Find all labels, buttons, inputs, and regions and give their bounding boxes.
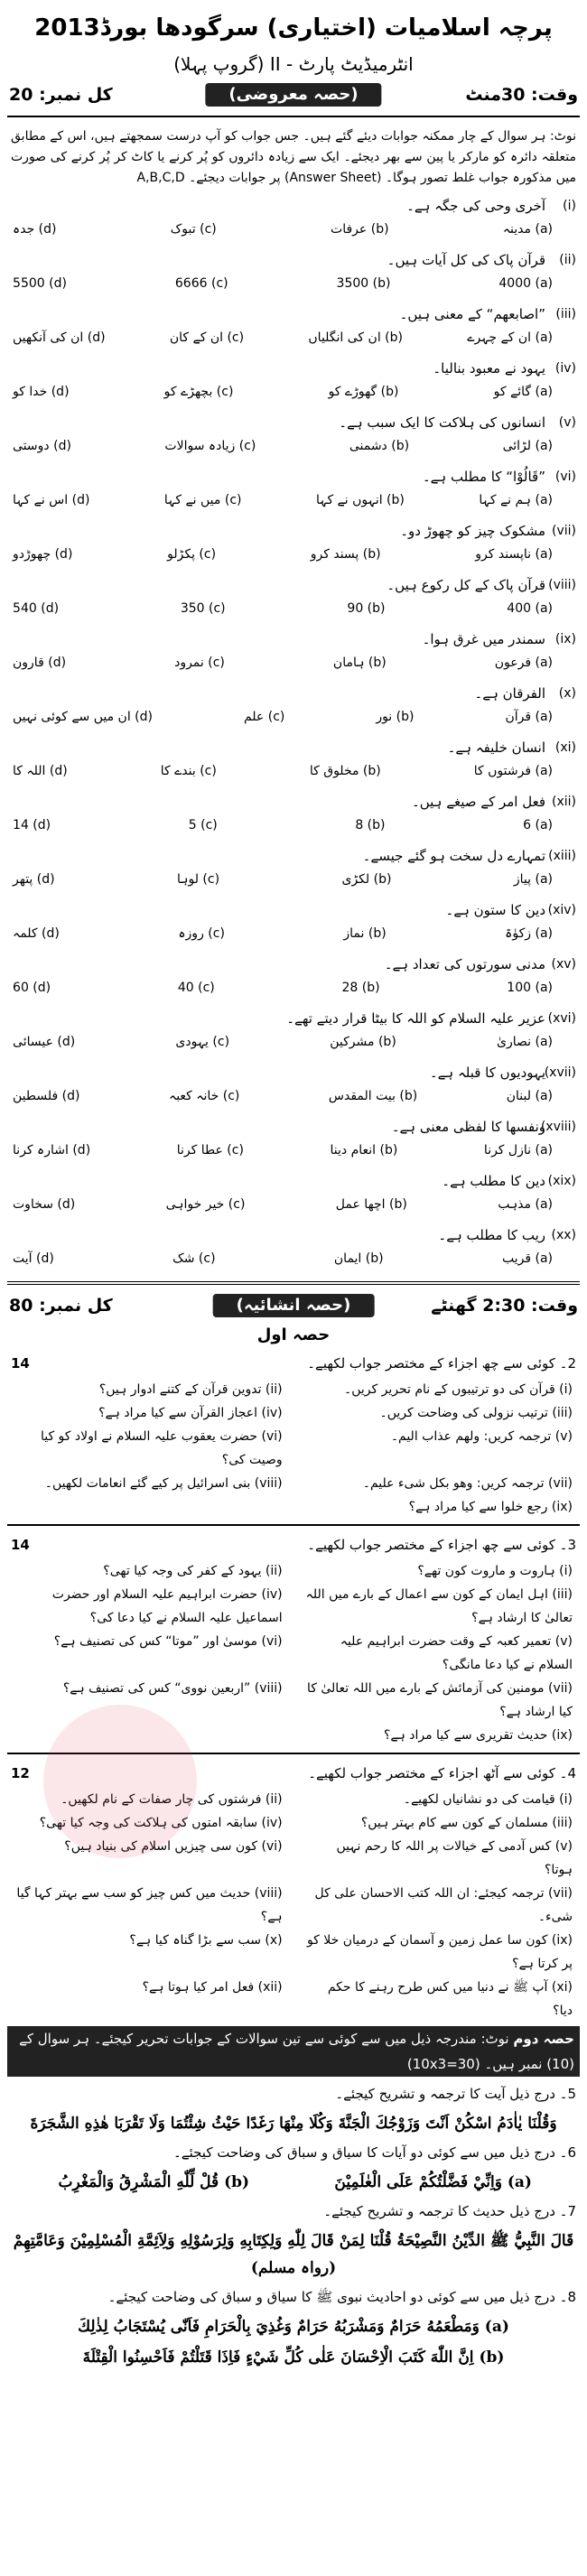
q3-heading: 3۔ کوئی سے چھ اجزاء کے مختصر جواب لکھیے۔ (307, 1537, 576, 1553)
mcq-number: (xiii) (548, 849, 576, 863)
mcq-question (7, 626, 580, 680)
mcq-stem: تمہارے دل سخت ہو گئے جیسے۔ (362, 848, 545, 864)
mcq-question (7, 517, 580, 572)
q8-option-b: (b) اِنَّ اللّٰهَ كَتَبَ الْاِحْسَانَ عَلٰى كُلِّ شَيْءٍ فَاِذَا قَتَلْتُمْ فَاَحْسِنُوا الْقِتْلَةَ (82, 2348, 505, 2367)
mcq-stem: آخری وحی کی جگہ ہے۔ (406, 198, 545, 214)
short-question: (vii) ترجمہ کریں: وھو بکل شیء علیم۔ (362, 1476, 573, 1491)
short-question: (vi) حضرت یعقوب علیہ السلام نے اولاد کو کیا وصیت کی؟ (40, 1429, 283, 1467)
mcq-option: (c) زیادہ سوالات (164, 439, 256, 453)
mcq-option: (c) 350 (180, 601, 226, 616)
mcq-option: (b) 8 (355, 818, 386, 832)
mcq-question (7, 192, 580, 246)
mcq-question (7, 951, 580, 1005)
short-question: (ix) حدیث تقریری سے کیا مراد ہے؟ (383, 1728, 573, 1743)
mcq-option: (d) اشارہ کرنا (13, 1143, 91, 1158)
mcq-stem: فعل امر کے صیغے ہیں۔ (411, 794, 545, 810)
mcq-option: (b) پسند کرو (310, 547, 381, 562)
part-two-banner (7, 2026, 580, 2077)
question-row (7, 1559, 580, 1583)
divider (7, 1281, 580, 1285)
mcq-option: (c) تبوک (170, 222, 217, 237)
q5-arabic-verse: وَقُلْنَا يٰاٰدَمُ اسْكُنْ اَنْتَ وَزَوْجُكَ الْجَنَّةَ وَكُلَا مِنْهَا رَغَدًا حَيْثُ شِئْتُمَا وَلَا تَقْرَبَا هٰذِهِ الشَّجَرَةَ (30, 2115, 557, 2133)
mcq-option: (d) 540 (13, 601, 60, 616)
question-row (7, 1583, 580, 1630)
divider (7, 116, 580, 117)
q3-marks: 14 (11, 1537, 30, 1553)
short-question: (iv) سابقہ امتوں کی ہلاکت کی وجہ کیا تھی؟ (39, 1816, 283, 1830)
mcq-option: (d) ان میں سے کوئی نہیں (13, 710, 154, 724)
mcq-option: (b) اچھا عمل (335, 1197, 407, 1212)
question-8 (7, 2283, 580, 2373)
mcq-option: (d) فلسطین (13, 1089, 80, 1103)
mcq-option: (a) فرعون (494, 656, 553, 670)
mcq-option: (b) 3500 (336, 276, 391, 291)
subjective-section-label: (حصہ انشائیہ) (213, 1294, 375, 1317)
mcq-option: (b) انہوں نے کہا (315, 493, 405, 507)
mcq-option: (b) نور (376, 710, 415, 724)
mcq-option: (a) 4000 (498, 276, 553, 291)
mcq-option: (b) بیت المقدس (328, 1089, 418, 1103)
question-row (7, 1425, 580, 1472)
mcq-option: (a) 6 (523, 818, 553, 832)
question-row (7, 1401, 580, 1425)
mcq-option: (d) عیسائی (13, 1035, 76, 1049)
mcq-option: (c) بندے کا (160, 764, 217, 778)
mcq-option: (b) دشمنی (349, 439, 410, 453)
mcq-stem: قرآن پاک کے کل رکوع ہیں۔ (387, 577, 545, 593)
short-question: (ix) رجع خلوا سے کیا مراد ہے؟ (408, 1500, 573, 1514)
mcq-option: (c) علم (243, 710, 285, 724)
mcq-option: (a) زکوٰۃ (505, 926, 553, 941)
mcq-option: (d) جدہ (13, 222, 57, 237)
mcq-option: (a) پیاز (513, 872, 553, 887)
mcq-number: (xx) (551, 1228, 576, 1242)
mcq-number: (ii) (559, 253, 576, 267)
mcq-option: (b) نماز (343, 926, 387, 941)
mcq-question (7, 409, 580, 463)
q6-option-b: (b) قُلْ لِّلّٰهِ الْمَشْرِقُ وَالْمَغْرِبُ (58, 2173, 250, 2191)
objective-section-label: (حصہ معروضی) (205, 83, 381, 107)
mcq-stem: ریب کا مطلب ہے۔ (438, 1227, 545, 1243)
short-question: (ii) تدوین قرآن کے کتنے ادوار ہیں؟ (98, 1382, 283, 1397)
objective-time: وقت: 30منٹ (465, 85, 578, 105)
mcq-question (7, 1005, 580, 1059)
mcq-option: (d) اللہ کا (13, 764, 68, 778)
mcq-stem: ونفسھا کا لفظی معنی ہے۔ (391, 1119, 545, 1135)
part-one-heading: حصہ اول (256, 1325, 331, 1344)
mcq-option: (d) قارون (13, 656, 67, 670)
short-question: (i) ہاروت و ماروت کون تھے؟ (417, 1564, 573, 1578)
short-question: (i) قرآن کی دو ترتیبوں کے نام تحریر کریں۔ (344, 1382, 573, 1397)
mcq-option: (a) فرشتوں کا (473, 764, 553, 778)
mcq-number: (iv) (554, 361, 576, 376)
q7-heading: 7۔ درج ذیل حدیث کا ترجمہ و تشریح کیجئے۔ (323, 2203, 576, 2219)
question-row (7, 1495, 580, 1519)
mcq-option: (c) خانہ کعبہ (168, 1089, 240, 1103)
mcq-list (7, 192, 580, 1276)
mcq-question (7, 1222, 580, 1276)
divider (7, 1524, 580, 1526)
mcq-stem: الفرقان ہے۔ (474, 685, 545, 702)
mcq-option: (d) ان کی آنکھیں (13, 330, 106, 345)
mcq-option: (c) نمرود (174, 656, 225, 670)
mcq-stem: ”قَالُوْا“ کا مطلب ہے۔ (422, 469, 545, 485)
objective-marks: کل نمبر: 20 (9, 85, 113, 105)
question-row (7, 1929, 580, 1976)
q8-heading: 8۔ درج ذیل میں سے کوئی دو احادیث نبوی ﷺ کا سیاق و سباق کی وضاحت کیجئے۔ (107, 2289, 576, 2305)
paper-title: پرچہ اسلامیات (اختیاری) سرگودھا بورڈ2013 (34, 14, 553, 42)
mcq-question (7, 1113, 580, 1167)
q5-heading: 5۔ درج ذیل آیت کا ترجمہ و تشریح کیجئے۔ (335, 2086, 576, 2102)
mcq-question (7, 734, 580, 788)
mcq-number: (vi) (554, 470, 576, 484)
mcq-number: (i) (563, 199, 576, 213)
question-row (7, 1630, 580, 1677)
mcq-option: (b) عرفات (331, 222, 389, 237)
q4-heading: 4۔ کوئی سے آٹھ اجزاء کے مختصر جواب لکھیے۔ (308, 1765, 576, 1781)
q4-marks: 12 (11, 1765, 30, 1781)
mcq-number: (xv) (551, 957, 576, 972)
mcq-option: (d) چھوڑدو (13, 547, 73, 562)
q7-reference: (رواہ مسلم) (250, 2259, 337, 2277)
mcq-option: (d) آیت (13, 1251, 54, 1266)
mcq-number: (xiv) (547, 903, 576, 917)
mcq-option: (d) 14 (13, 818, 51, 832)
question-row (7, 1976, 580, 2023)
question-row (7, 1378, 580, 1401)
part-two-note: نوٹ: مندرجہ ذیل میں سے کوئی سے تین سوالات کے جوابات تحریر کیجئے۔ ہر سوال کے (10) نمبر ہیں۔ (10x3=30) (19, 2031, 574, 2072)
mcq-option: (b) 90 (347, 601, 386, 616)
mcq-question (7, 572, 580, 626)
question-2 (7, 1350, 580, 1519)
mcq-option: (b) گھوڑے کو (328, 385, 399, 399)
mcq-question (7, 788, 580, 842)
mcq-number: (iii) (555, 307, 576, 321)
mcq-option: (a) مذہب (498, 1197, 553, 1212)
mcq-option: (d) کلمہ (13, 926, 60, 941)
short-question: (viii) حدیث میں کس چیز کو سب سے بہتر کہا گیا ہے؟ (16, 1886, 283, 1924)
mcq-option: (a) نازل کرنا (483, 1143, 553, 1158)
q6-option-a: (a) وَاِنِّيْ فَضَّلْتُكُمْ عَلَى الْعٰلَمِيْنَ (334, 2173, 532, 2191)
objective-note: نوٹ: ہر سوال کے چار ممکنہ جوابات دیئے گئے ہیں۔ جس جواب کو آپ درست سمجھتے ہیں، اس کے مطابق متعلقہ دائرہ کو مارکر یا پین سے بھر دیجئے۔ ایک سے زیادہ دائروں کو پُر کرنے یا کاٹ کر پُر کرنے کی صورت میں مذکورہ جواب غلط تصور ہوگا۔ (Answer Sheet) پر جوابات دیجئے۔ A,B,C,D (11, 129, 576, 185)
mcq-option: (c) 40 (177, 981, 215, 995)
short-question: (iii) مسلمان کے کون سے کام بہتر ہیں؟ (360, 1816, 573, 1830)
watermark-logo (43, 1705, 197, 1858)
short-question: (iv) اعجاز القرآن سے کیا مراد ہے؟ (98, 1406, 283, 1420)
mcq-number: (ix) (554, 632, 576, 646)
question-row (7, 1882, 580, 1929)
subjective-marks: کل نمبر: 80 (9, 1296, 113, 1316)
mcq-option: (c) عطا کرنا (176, 1143, 244, 1158)
question-6 (7, 2139, 580, 2198)
mcq-option: (a) 400 (507, 601, 553, 616)
mcq-number: (xix) (547, 1174, 576, 1188)
mcq-number: (xii) (552, 795, 576, 809)
paper-subtitle: انٹرمیڈیٹ پارٹ - II (گروپ پہلا) (173, 53, 414, 75)
q2-items (7, 1378, 580, 1519)
mcq-question (7, 680, 580, 734)
mcq-option: (c) روزہ (178, 926, 225, 941)
mcq-stem: دین کا ستون ہے۔ (445, 902, 545, 918)
question-7 (7, 2198, 580, 2283)
mcq-option: (b) ہامان (332, 656, 387, 670)
mcq-number: (xvii) (544, 1065, 576, 1080)
mcq-question (7, 1167, 580, 1222)
mcq-option: (a) مدینہ (502, 222, 553, 237)
mcq-question (7, 301, 580, 355)
question-row (7, 1472, 580, 1495)
mcq-number: (vii) (552, 524, 576, 538)
part-two-label: حصہ دوم (513, 2031, 574, 2047)
mcq-stem: مدنی سورتوں کی تعداد ہے۔ (384, 956, 545, 972)
objective-header (7, 79, 580, 110)
mcq-question (7, 1059, 580, 1113)
mcq-question (7, 897, 580, 951)
mcq-option: (c) شک (172, 1251, 216, 1266)
short-question: (iv) حضرت ابراہیم علیہ السلام اور حضرت اسماعیل علیہ السلام نے کیا دعا کی؟ (51, 1587, 283, 1625)
q6-heading: 6۔ درج ذیل میں سے کوئی دو آیات کا سیاق و سباق کی وضاحت کیجئے۔ (173, 2144, 576, 2161)
mcq-number: (x) (558, 686, 576, 701)
mcq-option: (a) قریب (501, 1251, 553, 1266)
mcq-option: (d) 60 (13, 981, 51, 995)
mcq-option: (b) ایمان (333, 1251, 384, 1266)
short-question: (iii) ترتیب نزولی کی وضاحت کریں۔ (379, 1406, 573, 1420)
mcq-option: (c) 5 (188, 818, 218, 832)
mcq-option: (c) 6666 (174, 276, 228, 291)
mcq-question (7, 842, 580, 897)
short-question: (v) تعمیر کعبہ کے وقت حضرت ابراہیم علیہ السلام نے کیا دعا مانگی؟ (340, 1634, 573, 1672)
short-question: (v) کس آدمی کے خیالات پر اللہ کا رحم نہیں ہوتا؟ (336, 1839, 573, 1877)
short-question: (xii) فعل امر کیا ہوتا ہے؟ (142, 1980, 283, 1995)
mcq-number: (v) (558, 415, 576, 430)
mcq-stem: عزیر علیہ السلام کو اللہ کا بیٹا قرار دیتے تھے۔ (286, 1010, 545, 1027)
mcq-stem: قرآن پاک کی کل آیات ہیں۔ (387, 252, 545, 268)
mcq-option: (a) گائے کو (493, 385, 553, 399)
mcq-option: (c) یہودی (175, 1035, 230, 1049)
question-5 (7, 2080, 580, 2139)
q7-hadith-text: قَالَ النَّبِيُّ ﷺ الدِّيْنُ النَّصِيْحَةُ قُلْنَا لِمَنْ قَالَ لِلّٰهِ وَلِكِتَابِهِ وَلِرَسُوْلِهِ وَلِاَئِمَّةِ الْمُسْلِمِيْنَ وَعَامَّتِهِمْ (13, 2232, 574, 2250)
mcq-stem: یہود نے معبود بنالیا۔ (433, 360, 545, 377)
mcq-option: (a) لڑائی (502, 439, 553, 453)
exam-paper (7, 7, 580, 2569)
mcq-question (7, 463, 580, 517)
mcq-option: (c) پکڑلو (167, 547, 217, 562)
mcq-number: (xvi) (547, 1011, 576, 1026)
mcq-option: (c) خیر خواہی (165, 1197, 246, 1212)
mcq-number: (xi) (554, 740, 576, 755)
mcq-option: (a) ناپسند کرو (475, 547, 553, 562)
q2-heading: 2۔ کوئی سے چھ اجزاء کے مختصر جواب لکھیے۔ (307, 1355, 576, 1372)
mcq-stem: یہودیوں کا قبلہ ہے۔ (429, 1065, 545, 1081)
mcq-option: (b) 28 (341, 981, 380, 995)
short-question: (xi) آپ ﷺ نے دنیا میں کس طرح رہنے کا حکم دیا؟ (327, 1980, 573, 2018)
mcq-option: (b) مشرکین (330, 1035, 396, 1049)
mcq-option: (d) دوستی (13, 439, 71, 453)
mcq-question (7, 355, 580, 409)
mcq-option: (b) مخلوق کا (309, 764, 381, 778)
short-question: (ii) یہود کے کفر کی وجہ کیا تھی؟ (103, 1564, 283, 1578)
short-question: (ii) فرشتوں کی چار صفات کے نام لکھیں۔ (61, 1792, 283, 1807)
mcq-question (7, 246, 580, 301)
mcq-option: (b) انعام دینا (330, 1143, 398, 1158)
q7-arabic-hadith (7, 2226, 580, 2283)
short-question: (v) ترجمہ کریں: ولھم عذاب الیم۔ (390, 1429, 573, 1444)
mcq-number: (xviii) (540, 1120, 576, 1134)
mcq-option: (c) ان کے کان (169, 330, 245, 345)
mcq-stem: دین کا مطلب ہے۔ (442, 1173, 545, 1189)
mcq-option: (d) پتھر (13, 872, 55, 887)
short-question: (i) قیامت کی دو نشانیاں لکھیے۔ (403, 1792, 573, 1807)
mcq-stem: انسانوں کی ہلاکت کا ایک سبب ہے۔ (339, 414, 545, 431)
mcq-option: (a) ہم نے کہا (479, 493, 553, 507)
mcq-number: (viii) (548, 578, 576, 592)
short-question: (vii) ترجمہ کیجئے: ان اللہ کتب الاحسان علی کل شیء۔ (314, 1886, 573, 1924)
mcq-stem: سمندر میں غرق ہوا۔ (422, 631, 545, 647)
short-question: (ix) کون سا عمل زمین و آسمان کے درمیان خلا کو پر کرتا ہے؟ (306, 1933, 573, 1971)
short-question: (vii) مومنین کی آزمائش کے بارے میں اللہ تعالیٰ کا کیا ارشاد ہے؟ (306, 1681, 573, 1719)
mcq-option: (a) قرآن (505, 710, 553, 724)
q8-option-a: (a) وَمَطْعَمُهُ حَرَامٌ وَمَشْرَبُهُ حَرَامٌ وَغُذِيَ بِالْحَرَامِ فَاَنّٰى يُسْتَجَابُ لِذٰلِكَ (78, 2318, 509, 2336)
mcq-option: (a) 100 (507, 981, 553, 995)
short-question: (iii) اہل ایمان کے کون سے اعمال کے بارے میں اللہ تعالیٰ کا ارشاد ہے؟ (305, 1587, 573, 1625)
mcq-option: (c) میں نے کہا (163, 493, 242, 507)
mcq-stem: انسان خلیفہ ہے۔ (447, 739, 545, 756)
subjective-header (7, 1290, 580, 1321)
mcq-option: (b) ان کی انگلیاں (308, 330, 403, 345)
short-question: (x) سب سے بڑا گناہ کیا ہے؟ (129, 1933, 283, 1948)
subjective-time: وقت: 2:30 گھنٹے (431, 1296, 578, 1316)
q2-marks: 14 (11, 1355, 30, 1372)
mcq-option: (b) لکڑی (341, 872, 392, 887)
mcq-option: (a) نصاریٰ (497, 1035, 553, 1049)
mcq-option: (a) لبنان (506, 1089, 553, 1103)
mcq-option: (c) لوہا (177, 872, 220, 887)
mcq-option: (d) خدا کو (13, 385, 70, 399)
mcq-option: (d) سخاوت (13, 1197, 76, 1212)
short-question: (vi) موسیٰ اور ”موتا“ کس کی تصنیف ہے؟ (53, 1634, 283, 1649)
short-question: (vi) کون سی چیزیں اسلام کی بنیاد ہیں؟ (64, 1839, 283, 1854)
mcq-option: (a) ان کے چہرے (467, 330, 553, 345)
mcq-stem: ”اصابعھم“ کے معنی ہیں۔ (399, 306, 545, 322)
mcq-stem: مشکوک چیز کو چھوڑ دو۔ (400, 523, 545, 539)
mcq-option: (d) 5500 (13, 276, 67, 291)
mcq-option: (d) اس نے کہا (13, 493, 90, 507)
mcq-option: (c) بچھڑے کو (163, 385, 234, 399)
short-question: (viii) بنی اسرائیل پر کیے گئے انعامات لکھیں۔ (44, 1476, 283, 1491)
short-question: (viii) ”اربعین نووی“ کس کی تصنیف ہے؟ (62, 1681, 283, 1696)
